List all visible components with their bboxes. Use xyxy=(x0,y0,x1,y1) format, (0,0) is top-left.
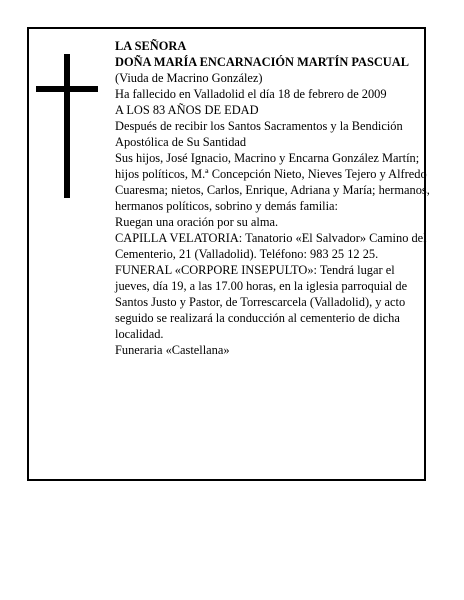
family-paragraph: Sus hijos, José Ignacio, Macrino y Encarna González Martín; hijos políticos, M.ª Concepción Nieto, Nieves Tejero y Alfredo Cuaresma; nietos, Carlos, Enrique, Adriana y María; hermanos, hermanos políticos, sobrino y demás familia: xyxy=(115,151,430,213)
funeral-paragraph: FUNERAL «CORPORE INSEPULTO»: Tendrá lugar el jueves, día 19, a las 17.00 horas, en la iglesia parroquial de Santos Justo y Pastor, de Torrescarcela (Valladolid), y acto seguido se realizará la conducción al cementerio de dicha localidad. xyxy=(115,263,408,341)
notice-title: LA SEÑORA xyxy=(115,39,187,53)
death-line: Ha fallecido en Valladolid el día 18 de febrero de 2009 xyxy=(115,87,387,101)
prayer-line: Ruegan una oración por su alma. xyxy=(115,215,279,229)
widow-line: (Viuda de Macrino González) xyxy=(115,71,263,85)
obituary-text xyxy=(115,38,431,358)
deceased-name: DOÑA MARÍA ENCARNACIÓN MARTÍN PASCUAL xyxy=(115,55,409,69)
cross-vertical-bar xyxy=(64,54,70,198)
age-line: A LOS 83 AÑOS DE EDAD xyxy=(115,103,259,117)
cross-horizontal-bar xyxy=(36,86,98,92)
chapel-paragraph: CAPILLA VELATORIA: Tanatorio «El Salvador» Camino del Cementerio, 21 (Valladolid). Teléfono: 983 25 12 25. xyxy=(115,231,427,261)
cross-icon xyxy=(36,54,98,198)
sacraments-line: Después de recibir los Santos Sacramentos y la Bendición Apostólica de Su Santidad xyxy=(115,119,403,149)
funeral-home-line: Funeraria «Castellana» xyxy=(115,343,230,357)
